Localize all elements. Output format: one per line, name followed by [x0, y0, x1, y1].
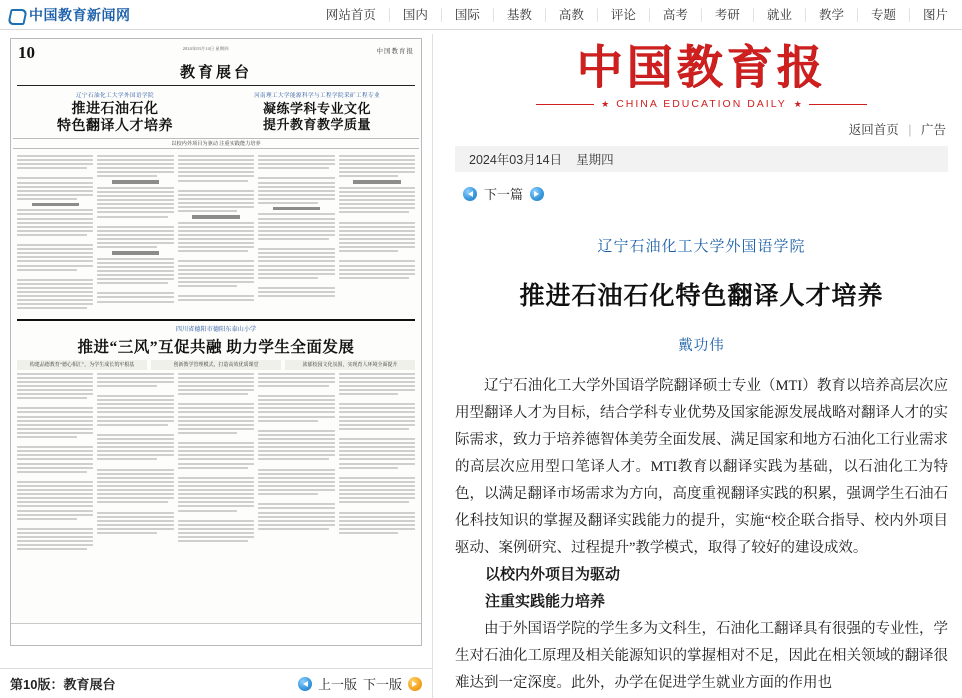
page-navigation-bar — [0, 668, 432, 698]
prev-page-icon[interactable] — [298, 677, 312, 691]
article-bottom-kicker: 四川省德阳市德阳东泰山小学 — [175, 325, 257, 333]
article-paragraph-2: 由于外国语学院的学生多为文科生，石油化工翻译具有很强的专业性，学生对石油化工原理及相关能源知识的掌握相对不足，因此在相关领域的翻译很难达到一定深度。此外，办学在促进学生就业方面的作用也 — [455, 621, 948, 691]
prev-page-link[interactable]: 上一版 — [317, 677, 357, 692]
page-pager — [298, 674, 422, 693]
masthead-star-icon: ★ — [601, 98, 610, 109]
newspaper-column — [17, 155, 93, 312]
nav-link-gaokao[interactable]: 高考 — [649, 8, 701, 22]
nav-links — [300, 0, 962, 29]
newspaper-article-right[interactable] — [219, 91, 415, 135]
newspaper-columns-bottom — [11, 370, 421, 556]
article-bottom-subtitle-2: 创新教学管理模式，打造高效优质课堂 — [151, 360, 281, 370]
top-navigation-bar — [0, 0, 962, 30]
article-left-title-1: 推进石油石化 — [71, 102, 159, 117]
next-page-link[interactable]: 下一版 — [362, 677, 402, 692]
newspaper-subheading-bar — [112, 180, 159, 183]
newspaper-bottom-subtitles — [11, 357, 421, 370]
link-separator: | — [908, 123, 912, 137]
newspaper-article-left[interactable] — [17, 91, 213, 135]
article-navigation-row — [455, 172, 948, 209]
masthead-english-row — [455, 98, 948, 110]
article-left-subhead: 以校内外项目为驱动 注重实践能力培养 — [13, 138, 419, 149]
newspaper-subheading-bar — [32, 203, 79, 206]
nav-link-basic-education[interactable]: 基教 — [493, 8, 545, 22]
site-logo-icon — [8, 7, 24, 23]
newspaper-page-image[interactable] — [10, 38, 422, 646]
article-right-title-2: 提升教育教学质量 — [262, 117, 371, 132]
nav-link-domestic[interactable]: 国内 — [389, 8, 441, 22]
issue-date: 2024年03月14日 — [469, 153, 563, 167]
nav-link-topics[interactable]: 专题 — [857, 8, 909, 22]
newspaper-divider — [17, 319, 415, 321]
newspaper-page-footer — [11, 623, 421, 645]
newspaper-column — [178, 155, 254, 312]
date-bar — [455, 146, 948, 172]
masthead-rule-right — [809, 104, 867, 105]
site-brand[interactable] — [0, 5, 300, 25]
nav-link-employment[interactable]: 就业 — [753, 8, 805, 22]
newspaper-subheading-bar — [112, 251, 159, 254]
newspaper-column — [178, 373, 254, 553]
newspaper-column — [17, 373, 93, 553]
next-article-right-icon[interactable] — [530, 187, 544, 201]
newspaper-column — [97, 373, 173, 553]
article-paragraph-1: 辽宁石油化工大学外国语学院翻译硕士专业（MTI）教育以培养高层次应用型翻译人才为目标，结合学科专业优势及国家能源发展战略对翻译人才的实际需求，致力于培养德智体美劳全面发展、满足国家和地方石油化工行业需求的高层次应用型口笔译人才。MTI教育以翻译实践为基础，以石油化工为特色，以满足翻译市场需求为方向，高度重视翻译实践的积累，强调学生石油石化科技知识的掌握及翻译实践能力的提升，实施“校企联合指导、校内外项目驱动、案例研究、过程提升”教学模式，取得了较好的建设成效。 — [455, 378, 948, 556]
site-brand-label: 中国教育新闻网 — [29, 6, 131, 23]
article-pane — [433, 30, 962, 698]
article-bottom-subtitle-3: 浓郁校园文化氛围，实现育人环境全面提升 — [285, 360, 415, 370]
masthead-chinese-title: 中国教育报 — [576, 42, 827, 93]
article-right-title-1: 凝练学科专业文化 — [262, 101, 371, 116]
nav-link-home[interactable]: 网站首页 — [325, 7, 376, 22]
newspaper-preview-pane — [0, 30, 432, 698]
article-right-kicker: 河南理工大学能源科学与工程学院采矿工程专业 — [254, 93, 380, 99]
article-author: 戴功伟 — [678, 338, 725, 354]
nav-link-postgraduate[interactable]: 考研 — [701, 8, 753, 22]
newspaper-column — [339, 155, 415, 312]
nav-link-pictures[interactable]: 图片 — [909, 8, 962, 22]
page-body — [0, 30, 962, 698]
newspaper-masthead — [455, 30, 948, 110]
newspaper-column — [258, 373, 334, 553]
advertisement-link[interactable]: 广告 — [920, 123, 946, 137]
issue-weekday: 星期四 — [576, 153, 614, 167]
article-bottom-subtitle-1: 构建品德教育“德心相汇”，为学生成长筑牢根基 — [17, 360, 147, 370]
newspaper-column — [258, 155, 334, 312]
masthead-links — [455, 120, 948, 138]
newspaper-top-articles — [11, 88, 421, 135]
article-heading-3: 注重实践能力培养 — [485, 594, 606, 610]
newspaper-subheading-bar — [192, 215, 239, 218]
masthead-rule-left — [536, 104, 594, 105]
newspaper-column — [97, 155, 173, 312]
article-left-kicker: 辽宁石油化工大学外国语学院 — [76, 93, 154, 99]
nav-link-teaching[interactable]: 教学 — [805, 8, 857, 22]
article-left-title-2: 特色翻译人才培养 — [57, 119, 173, 134]
nav-link-commentary[interactable]: 评论 — [597, 8, 649, 22]
next-article-link[interactable]: 下一篇 — [484, 187, 524, 202]
newspaper-section-title: 教育展台 — [179, 65, 252, 81]
masthead-english-title: CHINA EDUCATION DAILY — [616, 98, 787, 110]
newspaper-column — [339, 373, 415, 553]
article-heading-2: 以校内外项目为驱动 — [485, 567, 621, 583]
newspaper-subheading-bar — [353, 180, 400, 183]
masthead-star-icon: ★ — [793, 98, 802, 109]
newspaper-columns-top — [11, 152, 421, 315]
article-institution: 辽宁石油化工大学外国语学院 — [597, 239, 806, 255]
newspaper-rule — [17, 85, 415, 86]
next-article-left-icon[interactable] — [463, 187, 477, 201]
nav-link-international[interactable]: 国际 — [441, 8, 493, 22]
next-page-icon[interactable] — [408, 677, 422, 691]
newspaper-article-bottom[interactable] — [11, 324, 421, 357]
newspaper-date-line: 2024年03月14日 星期四 — [182, 46, 229, 51]
article-body — [455, 373, 948, 697]
newspaper-page-number: 10 — [18, 43, 35, 62]
article-bottom-title: 推进“三风”互促共融 助力学生全面发展 — [77, 338, 355, 356]
article-headline: 推进石油石化特色翻译人才培养 — [519, 283, 884, 310]
return-home-link[interactable]: 返回首页 — [848, 123, 899, 137]
newspaper-subheading-bar — [273, 207, 320, 210]
newspaper-masthead-small: 中国教育报 — [376, 48, 414, 55]
current-page-label: 第10版：教育展台 — [10, 677, 116, 692]
nav-link-higher-education[interactable]: 高教 — [545, 8, 597, 22]
